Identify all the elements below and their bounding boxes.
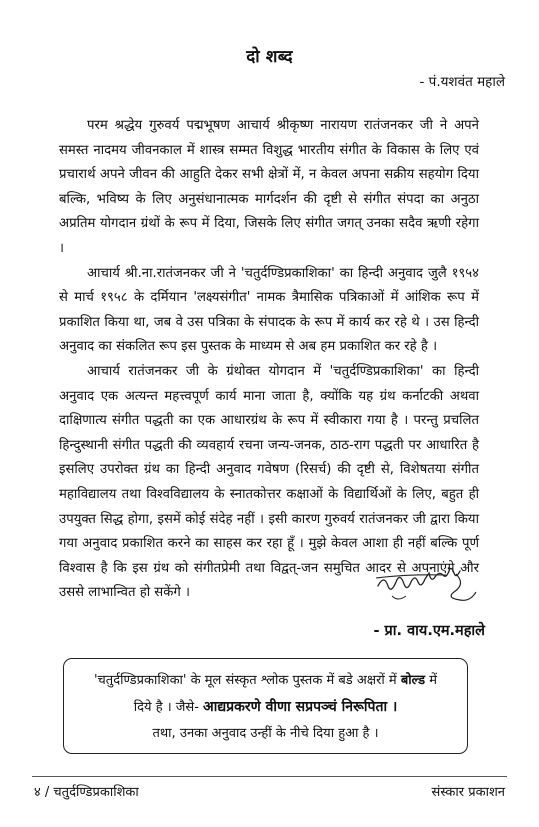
note-line-1: 'चतुर्दण्डिप्रकाशिका' के मूल संस्कृत श्लोक पुस्तक में बडे अक्षरों में बोल्ड में <box>93 673 438 688</box>
body-text <box>59 114 479 606</box>
footer-page-number: ४ / चतुर्दण्डिप्रकाशिका <box>34 785 139 800</box>
paragraph-1: परम श्रद्धेय गुरुवर्य पद्मभूषण आचार्य श्रीकृष्ण नारायण रातंजनकर जी ने अपने समस्त नादमय जीवनकाल में शास्त्र सम्मत विशुद्ध भारतीय संगीत के विकास के लिए एवं प्रचारार्थ अपने जीवन की आहुति देकर सभी क्षेत्रों में, न केवल अपना सक्रीय सहयोग दिया बल्कि, भविष्य के लिए अनुसंधानात्मक मार्गदर्शन की दृष्टी से संगीत संपदा का अनुठा अप्रतिम योगदान ग्रंथों के रूप में दिया, जिसके लिए संगीत जगत् उनका सदैव ऋणी रहेगा । <box>59 118 479 256</box>
handwritten-signature <box>372 566 484 606</box>
footer-publisher: संस्कार प्रकाशन <box>431 785 505 800</box>
author-byline: - पं.यशवंत महाले <box>419 74 505 90</box>
bold-example-verse: आद्यप्रकरणे वीणा सप्रपञ्चं निरूपिता । <box>203 699 398 715</box>
page-title: दो शब्द <box>246 47 293 67</box>
signatory-name: - प्रा. वाय.एम.महाले <box>373 623 485 639</box>
note-box <box>63 658 468 754</box>
note-line-2: दिये है । जैसे- आद्यप्रकरणे वीणा सप्रपञ्चं निरूपिता । <box>133 699 398 715</box>
bold-word: बोल्ड <box>400 673 426 688</box>
paragraph-3: आचार्य रातंजनकर जी के ग्रंथोक्त योगदान में 'चतुर्दण्डिप्रकाशिका' का हिन्दी अनुवाद एक अत्यन्त महत्त्वपूर्ण कार्य माना जाता है, क्योंकि यह ग्रंथ कर्नाटकी अथवा दाक्षिणात्य संगीत पद्धती का एक आधारग्रंथ के रूप में स्वीकारा गया है । परन्तु प्रचलित हिन्दुस्थानी संगीत पद्धती की व्यवहार्य रचना जन्य-जनक, ठाठ-राग पद्धती पर आधारित है इसलिए उपरोक्त ग्रंथ का हिन्दी अनुवाद गवेषण (रिसर्च) की दृष्टी से, विशेषतया संगीत महाविद्यालय तथा विश्वविद्यालय के स्नातकोत्तर कक्षाओं के विद्यार्थिओं के लिए, बहुत ही उपयुक्त सिद्ध होगा, इसमें कोई संदेह नहीं । इसी कारण गुरुवर्य रातंजनकर जी द्वारा किया गया अनुवाद प्रकाशित करने का साहस कर रहा हूँ । मुझे केवल आशा ही नहीं बल्कि पूर्ण विश्वास है कि इस ग्रंथ को संगीतप्रेमी तथा विद्वत्-जन समुचित आदर से अपनाएंगे और उससे लाभान्वित हो सकेंगे । <box>59 363 479 601</box>
note-line-3: तथा, उनका अनुवाद उन्हीं के नीचे दिया हुआ है । <box>152 726 379 741</box>
paragraph-2: आचार्य श्री.ना.रातंजनकर जी ने 'चतुर्दण्डिप्रकाशिका' का हिन्दी अनुवाद जुलै १९५४ से मार्च १९५८ के दर्मियान 'लक्ष्यसंगीत' नामक त्रैमासिक पत्रिकाओं में आंशिक रूप में प्रकाशित किया था, जब वे उस पत्रिका के संपादक के रूप में कार्य कर रहे थे । उस हिन्दी अनुवाद का संकलित रूप इस पुस्तक के माध्यम से अब हम प्रकाशित कर रहे है । <box>59 265 479 355</box>
footer-divider <box>32 776 507 777</box>
